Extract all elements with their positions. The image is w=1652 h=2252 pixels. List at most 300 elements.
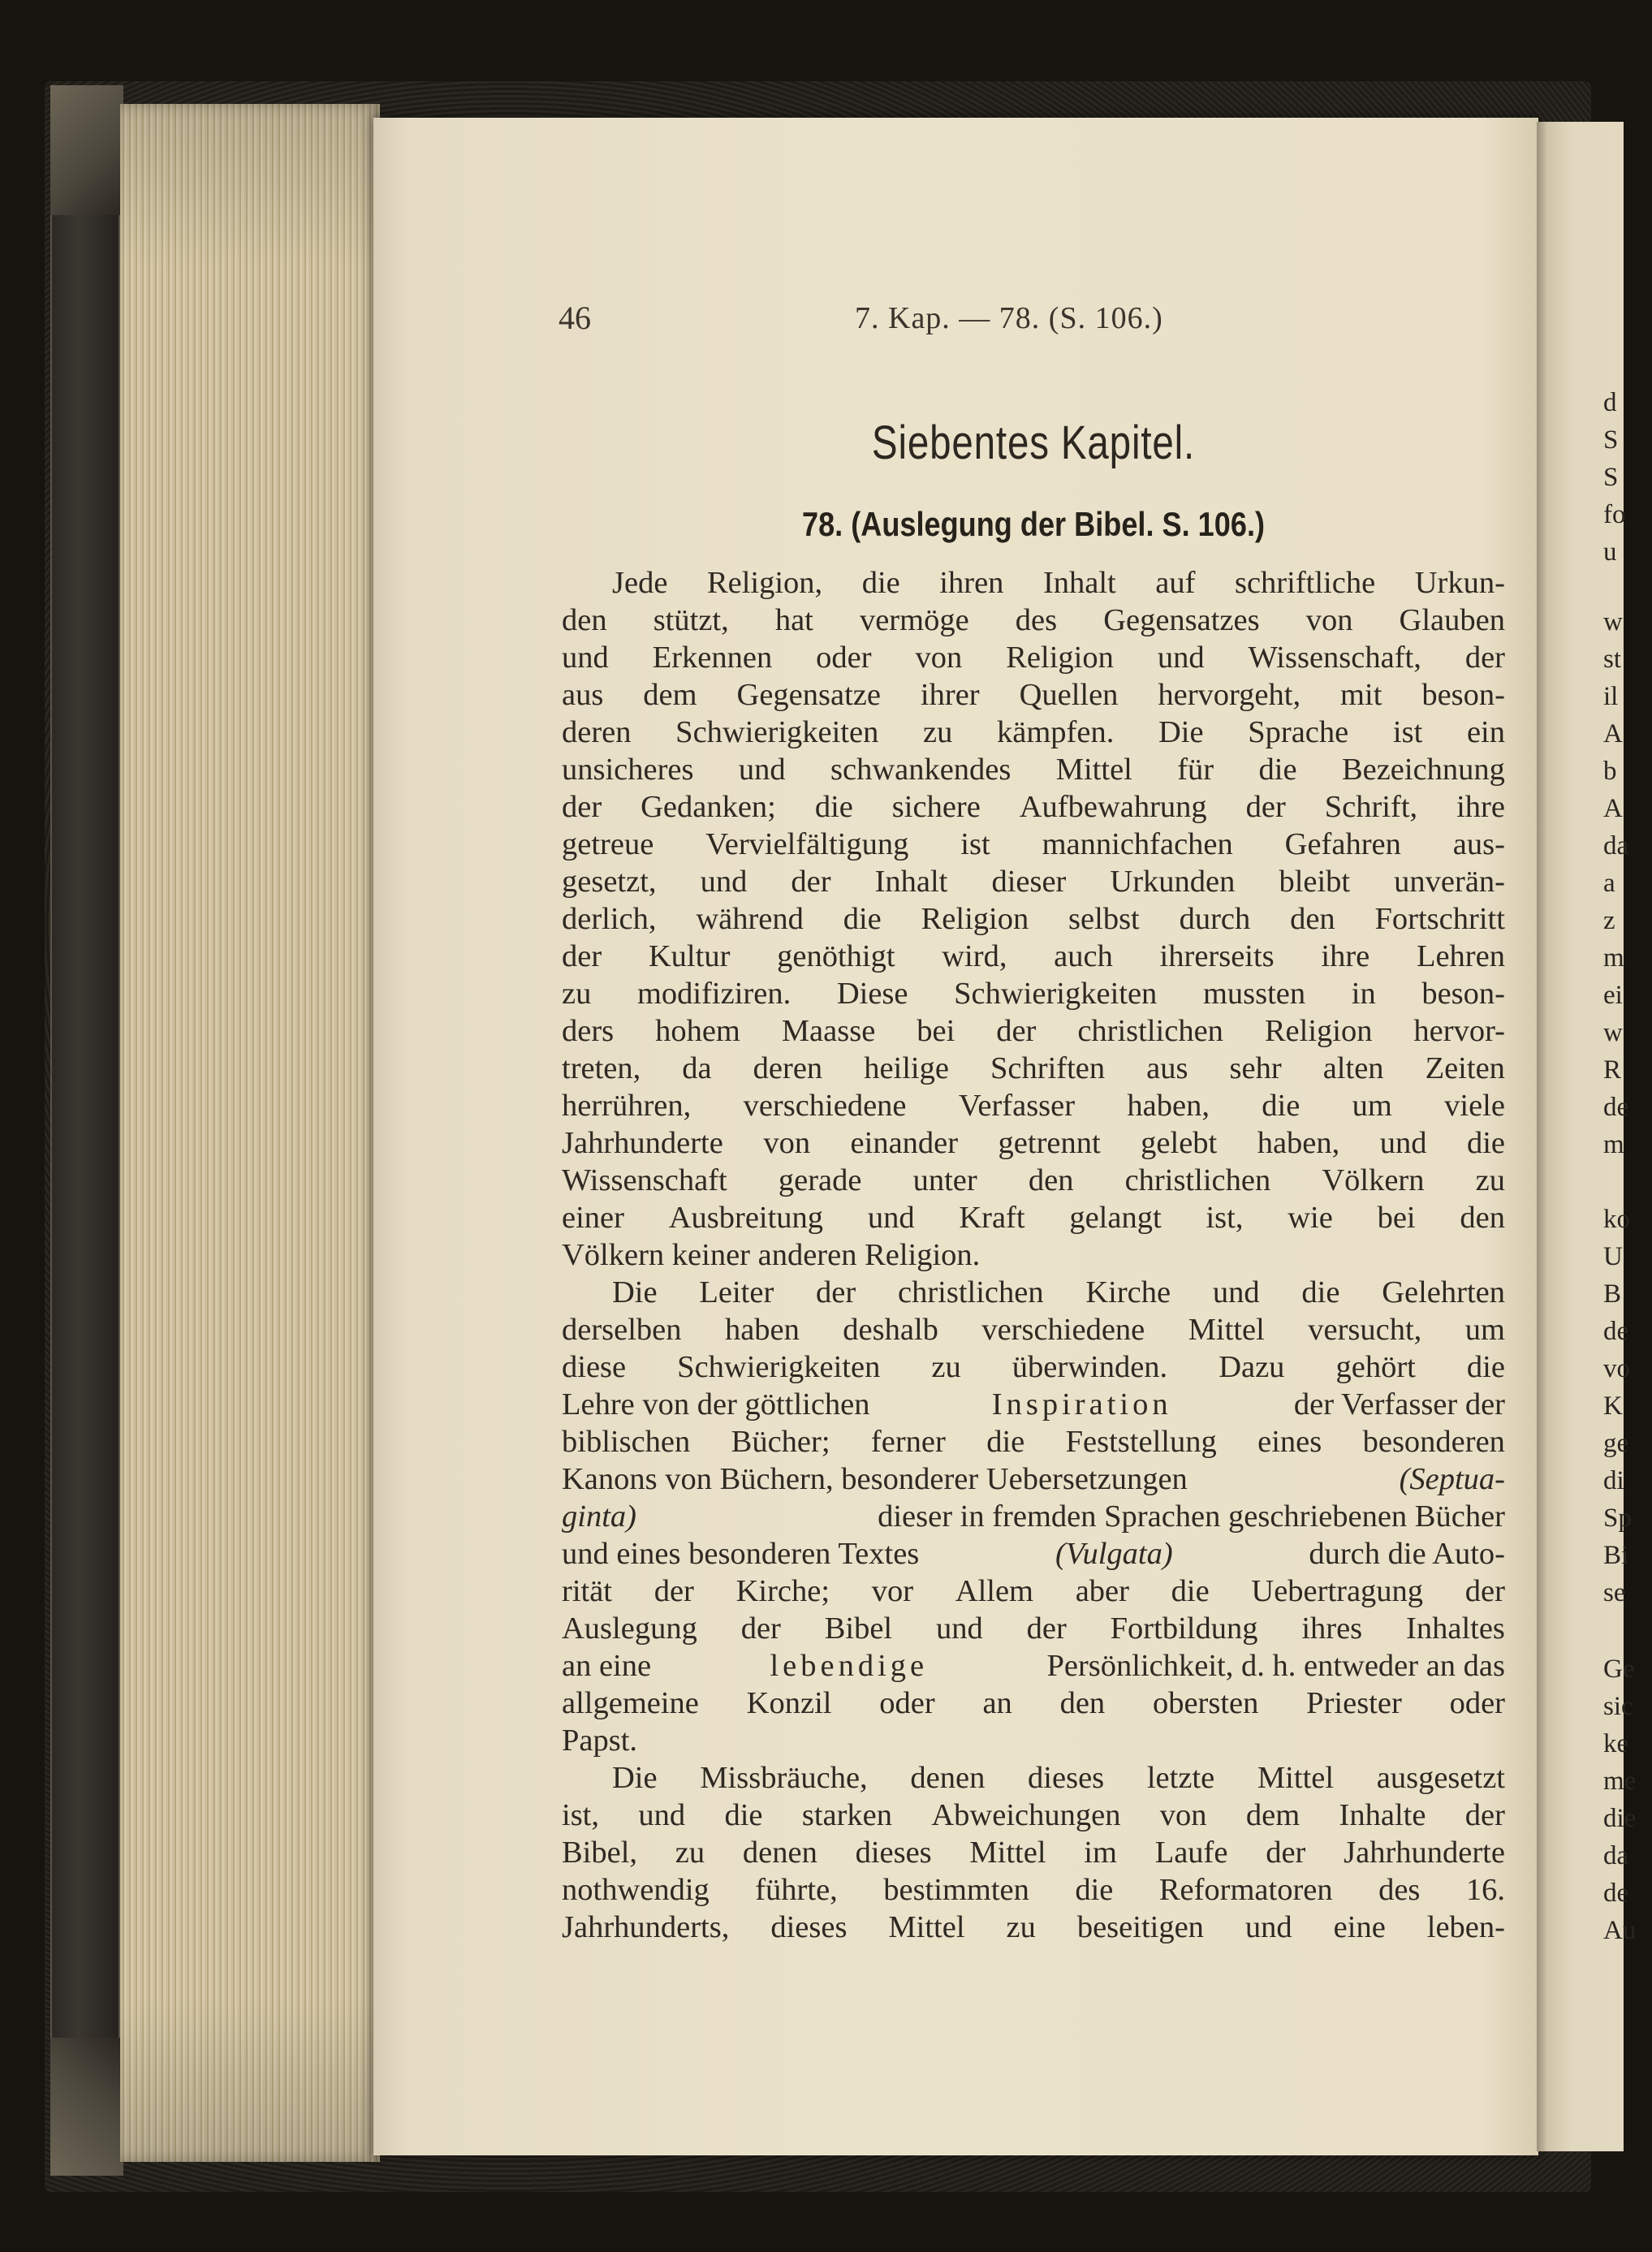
facing-page-fragment: ei: [1603, 981, 1623, 1010]
word: und: [1379, 1126, 1427, 1160]
word: selbst: [1068, 902, 1140, 936]
word: durch: [1179, 902, 1251, 936]
text-line: [562, 602, 1505, 639]
word: stützt,: [653, 603, 729, 637]
italic-term: (Septua-: [1399, 1462, 1505, 1496]
paragraph-2: [562, 1274, 1505, 1759]
word: den: [1460, 1201, 1505, 1235]
word: für: [1177, 753, 1214, 787]
word: Bücher;: [731, 1425, 830, 1459]
text-line-content: [562, 1797, 1505, 1834]
word: kämpfen.: [997, 715, 1115, 749]
word: bei: [1377, 1201, 1416, 1235]
word: besonderen: [1362, 1425, 1505, 1459]
word: der: [1464, 1798, 1505, 1832]
facing-page-fragment: b: [1603, 757, 1617, 786]
word: Inhalt: [874, 865, 948, 899]
word: vor: [871, 1574, 914, 1608]
word: christlichen: [1124, 1163, 1271, 1197]
word: den: [1290, 902, 1335, 936]
facing-page-fragment: ge: [1603, 1429, 1629, 1458]
word: ist,: [562, 1798, 600, 1832]
word: rität: [562, 1574, 612, 1608]
word: obersten: [1152, 1686, 1259, 1720]
text-line-content: [562, 1348, 1505, 1386]
word: Bibel,: [562, 1836, 638, 1870]
word: zu: [1006, 1910, 1036, 1944]
text-line: [562, 714, 1505, 751]
word: haben: [724, 1313, 800, 1347]
facing-page-fragment: se: [1603, 1578, 1626, 1607]
word: dieses: [855, 1836, 932, 1870]
word: derselben: [562, 1313, 682, 1347]
word: ihrerseits: [1159, 939, 1275, 973]
text-line: [562, 676, 1505, 714]
facing-page-fragment: w: [1603, 1018, 1623, 1047]
word: allgemeine: [562, 1686, 699, 1720]
word: wird,: [942, 939, 1007, 973]
word: ausgesetzt: [1376, 1761, 1505, 1795]
facing-page-fragment: di: [1603, 1466, 1624, 1495]
text-line-content: [562, 826, 1505, 863]
word: Religion: [1264, 1014, 1373, 1048]
facing-page-fragment: me: [1603, 1767, 1637, 1796]
word: an: [982, 1686, 1012, 1720]
text-line: [562, 1423, 1505, 1460]
word: Kultur: [648, 939, 731, 973]
word: der: [1266, 1836, 1306, 1870]
word: Kirche;: [735, 1574, 830, 1608]
word: Gedanken;: [641, 790, 776, 824]
chapter-title: Siebentes Kapitel.: [871, 416, 1196, 469]
word: ist: [960, 827, 990, 861]
word: mussten: [1202, 977, 1306, 1011]
word: hat: [774, 603, 813, 637]
word: getrennt: [998, 1126, 1101, 1160]
facing-page-fragment: S: [1603, 425, 1619, 455]
text-line: [562, 1498, 1505, 1535]
word: der: [1245, 790, 1286, 824]
word: einer: [562, 1201, 624, 1235]
text-line: [562, 1759, 1505, 1797]
word: Mittel: [1257, 1761, 1335, 1795]
word: eine: [1333, 1910, 1386, 1944]
word: ist: [1392, 715, 1423, 749]
word: beson-: [1421, 678, 1505, 712]
word: Die: [612, 1761, 658, 1795]
word: die: [843, 902, 882, 936]
facing-page-fragment: a: [1603, 869, 1615, 898]
facing-page-fragment: de: [1603, 1093, 1629, 1122]
word: die: [1301, 1275, 1340, 1309]
binding-corner-bottom: [50, 2038, 123, 2176]
word: gerade: [778, 1163, 862, 1197]
text-segment: an eine: [562, 1649, 652, 1683]
running-head: 7. Kap. — 78. (S. 106.): [855, 301, 1163, 335]
word: eines: [1257, 1425, 1322, 1459]
text-line: [562, 1311, 1505, 1348]
word: derlich,: [562, 902, 657, 936]
book-binding-edge: [50, 85, 120, 2172]
word: viele: [1444, 1089, 1505, 1123]
text-line: [562, 1871, 1505, 1909]
facing-page-fragment: da: [1603, 1841, 1629, 1870]
text-line: [562, 1199, 1505, 1236]
word: der: [996, 1014, 1037, 1048]
word: aus: [562, 678, 604, 712]
text-line: [562, 1610, 1505, 1647]
word: Mittel: [888, 1910, 965, 1944]
word: oder: [816, 641, 872, 675]
facing-page-fragment: ke: [1603, 1729, 1629, 1758]
text-segment: Persönlichkeit, d. h. entweder an das: [1046, 1649, 1505, 1683]
facing-page-fragment: vo: [1603, 1354, 1630, 1383]
word: Ausbreitung: [668, 1201, 824, 1235]
text-line-content: [562, 639, 1505, 676]
word: modifiziren.: [636, 977, 791, 1011]
word: deren: [562, 715, 632, 749]
text-line-content: [562, 1423, 1505, 1460]
word: versucht,: [1308, 1313, 1422, 1347]
word: von: [763, 1126, 811, 1160]
word: starken: [801, 1798, 893, 1832]
text-segment: Kanons von Büchern, besonderer Uebersetzungen: [562, 1462, 1188, 1496]
text-line-content: [562, 1050, 1505, 1087]
word: Religion: [1006, 641, 1114, 675]
word: Jahrhunderte: [1344, 1836, 1505, 1870]
word: von: [915, 641, 963, 675]
text-line-content: [562, 1573, 1505, 1610]
word: der: [1464, 1574, 1505, 1608]
word: und: [638, 1798, 686, 1832]
word: hervor-: [1413, 1014, 1505, 1048]
facing-page-fragment: d: [1603, 388, 1617, 417]
word: 16.: [1465, 1873, 1505, 1907]
text-line: [562, 564, 1505, 602]
word: und: [562, 641, 609, 675]
word: hohem: [655, 1014, 740, 1048]
word: sichere: [891, 790, 981, 824]
word: Jahrhunderts,: [562, 1910, 730, 1944]
word: Bezeichnung: [1341, 753, 1505, 787]
word: und: [1212, 1275, 1260, 1309]
word: wie: [1288, 1201, 1333, 1235]
word: gelangt: [1069, 1201, 1162, 1235]
word: Leiter: [699, 1275, 774, 1309]
text-line-content: [562, 1012, 1505, 1050]
text-line-content: [562, 1610, 1505, 1647]
text-line-content: [562, 788, 1505, 826]
text-line-content: [562, 1162, 1505, 1199]
word: von: [1159, 1798, 1207, 1832]
word: oder: [879, 1686, 935, 1720]
text-line: [562, 1685, 1505, 1722]
word: ist,: [1206, 1201, 1244, 1235]
word: Abweichungen: [931, 1798, 1121, 1832]
text-line: [562, 975, 1505, 1012]
word: vermöge: [859, 603, 969, 637]
word: Gefahren: [1284, 827, 1401, 861]
word: zu: [675, 1836, 705, 1870]
word: ihrer: [920, 678, 980, 712]
word: Lehren: [1416, 939, 1505, 973]
facing-page-fragment: S: [1603, 463, 1619, 492]
word: auch: [1054, 939, 1113, 973]
word: und: [867, 1201, 915, 1235]
text-segment: Lehre von der göttlichen: [562, 1387, 870, 1422]
word: Fortbildung: [1110, 1611, 1258, 1646]
word: unter: [912, 1163, 977, 1197]
word: ein: [1466, 715, 1505, 749]
word: aber: [1075, 1574, 1129, 1608]
facing-page-fragment: ko: [1603, 1205, 1630, 1234]
word: ders: [562, 1014, 615, 1048]
word: während: [696, 902, 804, 936]
facing-page-fragment: Bi: [1603, 1541, 1629, 1570]
word: Urkun-: [1414, 566, 1505, 600]
facing-page-fragment: R: [1603, 1055, 1622, 1085]
text-line: [562, 1647, 1505, 1685]
word: die: [1466, 1126, 1505, 1160]
text-line: [562, 1460, 1505, 1498]
word: genöthigt: [777, 939, 895, 973]
word: christlichen: [897, 1275, 1044, 1309]
word: Schwierigkeiten: [677, 1350, 881, 1384]
facing-page-fragment: sic: [1603, 1692, 1633, 1721]
word: Schriften: [990, 1051, 1106, 1085]
word: schwankendes: [830, 753, 1011, 787]
word: Kirche: [1085, 1275, 1171, 1309]
text-line-content: [612, 1274, 1505, 1311]
text-line-content: [562, 1834, 1505, 1871]
word: Schwierigkeiten: [675, 715, 879, 749]
word: heilige: [864, 1051, 949, 1085]
word: Laufe: [1154, 1836, 1228, 1870]
word: ihre: [1321, 939, 1370, 973]
word: um: [1464, 1313, 1505, 1347]
text-line-content: Völkern keiner anderen Religion.: [562, 1238, 981, 1272]
word: christlichen: [1077, 1014, 1223, 1048]
word: nothwendig: [562, 1873, 710, 1907]
word: da: [682, 1051, 712, 1085]
text-line: [562, 900, 1505, 938]
word: Sprache: [1248, 715, 1349, 749]
text-line: [562, 751, 1505, 788]
text-line-content: [562, 1871, 1505, 1909]
word: Diese: [836, 977, 908, 1011]
word: der: [740, 1611, 781, 1646]
word: dieses: [1028, 1761, 1105, 1795]
word: Völkern: [1322, 1163, 1425, 1197]
word: gelebt: [1141, 1126, 1218, 1160]
word: Schrift,: [1324, 790, 1418, 824]
word: Aufbewahrung: [1019, 790, 1207, 824]
word: den: [1028, 1163, 1074, 1197]
facing-page-fragment: z: [1603, 906, 1615, 935]
section-title: 78. (Auslegung der Bibel. S. 106.): [801, 505, 1266, 543]
word: Missbräuche,: [700, 1761, 868, 1795]
word: unsicheres: [562, 753, 694, 787]
text-segment: und eines besonderen Textes: [562, 1537, 920, 1571]
word: Gelehrten: [1382, 1275, 1505, 1309]
word: Jahrhunderte: [562, 1126, 723, 1160]
word: der: [791, 865, 831, 899]
facing-page-fragment: A: [1603, 794, 1623, 823]
facing-page-fragment: U: [1603, 1242, 1623, 1271]
text-segment: der Verfasser der: [1293, 1387, 1505, 1422]
word: Zeiten: [1425, 1051, 1505, 1085]
word: zu: [923, 715, 953, 749]
word: Kraft: [959, 1201, 1025, 1235]
word: in: [1351, 977, 1376, 1011]
paragraph-3: [562, 1759, 1505, 1946]
word: im: [1084, 1836, 1117, 1870]
text-line-content: [562, 1685, 1505, 1722]
word: haben,: [1257, 1126, 1340, 1160]
word: unverän-: [1394, 865, 1505, 899]
word: leben-: [1426, 1910, 1505, 1944]
word: getreue: [562, 827, 654, 861]
word: überwinden.: [1011, 1350, 1168, 1384]
word: Erkennen: [652, 641, 773, 675]
word: Religion: [921, 902, 1029, 936]
italic-term: (Vulgata): [1055, 1537, 1173, 1571]
text-line: [562, 1274, 1505, 1311]
word: der: [562, 790, 602, 824]
text-line: [562, 1573, 1505, 1610]
word: und: [1157, 641, 1205, 675]
text-line-content: [562, 676, 1505, 714]
word: Feststellung: [1065, 1425, 1217, 1459]
word: Inhalte: [1339, 1798, 1426, 1832]
page-header: [559, 299, 1508, 339]
word: die: [724, 1798, 763, 1832]
text-segment: durch die Auto-: [1309, 1537, 1505, 1571]
text-line: [562, 1834, 1505, 1871]
facing-page-fragment: Au: [1603, 1916, 1637, 1945]
word: bestimmten: [883, 1873, 1029, 1907]
word: des: [1015, 603, 1058, 637]
facing-page-fragment: m: [1603, 943, 1624, 973]
word: der: [816, 1275, 856, 1309]
word: diese: [562, 1350, 627, 1384]
facing-page-fragment: u: [1603, 537, 1617, 567]
text-line-content: [612, 1759, 1505, 1797]
text-line-content: [562, 938, 1505, 975]
word: Urkunden: [1110, 865, 1236, 899]
text-line-content: [562, 1199, 1505, 1236]
paragraph-1: [562, 564, 1505, 1274]
text-line-content: [562, 975, 1505, 1012]
text-line: [562, 1722, 1505, 1759]
facing-page-fragment: K: [1603, 1391, 1623, 1421]
word: Mittel: [969, 1836, 1046, 1870]
word: der: [1026, 1611, 1067, 1646]
text-line: [562, 863, 1505, 900]
italic-term: ginta): [562, 1499, 636, 1534]
emphasized-word: lebendige: [770, 1649, 929, 1683]
text-line: [562, 1012, 1505, 1050]
text-line-content: [562, 1087, 1505, 1124]
word: letzte: [1146, 1761, 1215, 1795]
word: deren: [753, 1051, 823, 1085]
text-line: [562, 1909, 1505, 1946]
word: Reformatoren: [1158, 1873, 1333, 1907]
text-line: [562, 1124, 1505, 1162]
text-line-content: [562, 1909, 1505, 1946]
word: Jede: [612, 566, 668, 600]
text-line-content: [562, 714, 1505, 751]
text-line: [562, 1535, 1505, 1573]
body-text: [562, 564, 1505, 1946]
word: der: [1464, 641, 1505, 675]
facing-page-fragment: de: [1603, 1317, 1629, 1346]
text-line: [562, 639, 1505, 676]
text-line-content: [612, 564, 1505, 602]
word: verschiedene: [743, 1089, 907, 1123]
word: bleibt: [1279, 865, 1351, 899]
word: haben,: [1127, 1089, 1210, 1123]
word: biblischen: [562, 1425, 691, 1459]
word: den: [562, 603, 607, 637]
text-line: [562, 788, 1505, 826]
word: von: [1305, 603, 1353, 637]
word: dieser: [991, 865, 1067, 899]
word: einander: [850, 1126, 959, 1160]
word: gesetzt,: [562, 865, 657, 899]
word: Wissenschaft: [562, 1163, 727, 1197]
word: um: [1352, 1089, 1392, 1123]
word: Schwierigkeiten: [954, 977, 1158, 1011]
word: ihres: [1301, 1611, 1363, 1646]
facing-page-fragment: fo: [1603, 500, 1626, 529]
text-line-content: [562, 1311, 1505, 1348]
word: des: [1378, 1873, 1421, 1907]
word: Allem: [955, 1574, 1033, 1608]
word: ihre: [1456, 790, 1505, 824]
facing-page-fragment: il: [1603, 682, 1619, 711]
binding-corner-top: [50, 85, 123, 215]
word: Quellen: [1019, 678, 1119, 712]
word: oder: [1449, 1686, 1505, 1720]
word: Vervielfältigung: [705, 827, 909, 861]
facing-page-fragment: de: [1603, 1879, 1629, 1908]
text-line: [562, 1050, 1505, 1087]
text-line: [562, 1087, 1505, 1124]
facing-page-fragment: Ge: [1603, 1654, 1635, 1684]
word: bei: [917, 1014, 955, 1048]
page-number: 46: [559, 300, 591, 336]
facing-page-fragment: da: [1603, 831, 1629, 861]
word: Mittel: [1188, 1313, 1265, 1347]
word: treten,: [562, 1051, 641, 1085]
text-line: [562, 1348, 1505, 1386]
word: beseitigen: [1076, 1910, 1204, 1944]
word: die: [1171, 1574, 1210, 1608]
word: Die: [612, 1275, 658, 1309]
word: schriftliche: [1234, 566, 1376, 600]
word: hervorgeht,: [1158, 678, 1301, 712]
word: zu: [1475, 1163, 1505, 1197]
facing-page-fragment: st: [1603, 645, 1622, 674]
word: Mittel: [1055, 753, 1132, 787]
word: und: [738, 753, 786, 787]
word: dem: [1245, 1798, 1300, 1832]
word: deshalb: [843, 1313, 938, 1347]
facing-page-fragment: die: [1603, 1804, 1637, 1833]
word: aus-: [1452, 827, 1505, 861]
word: Inhaltes: [1406, 1611, 1505, 1646]
